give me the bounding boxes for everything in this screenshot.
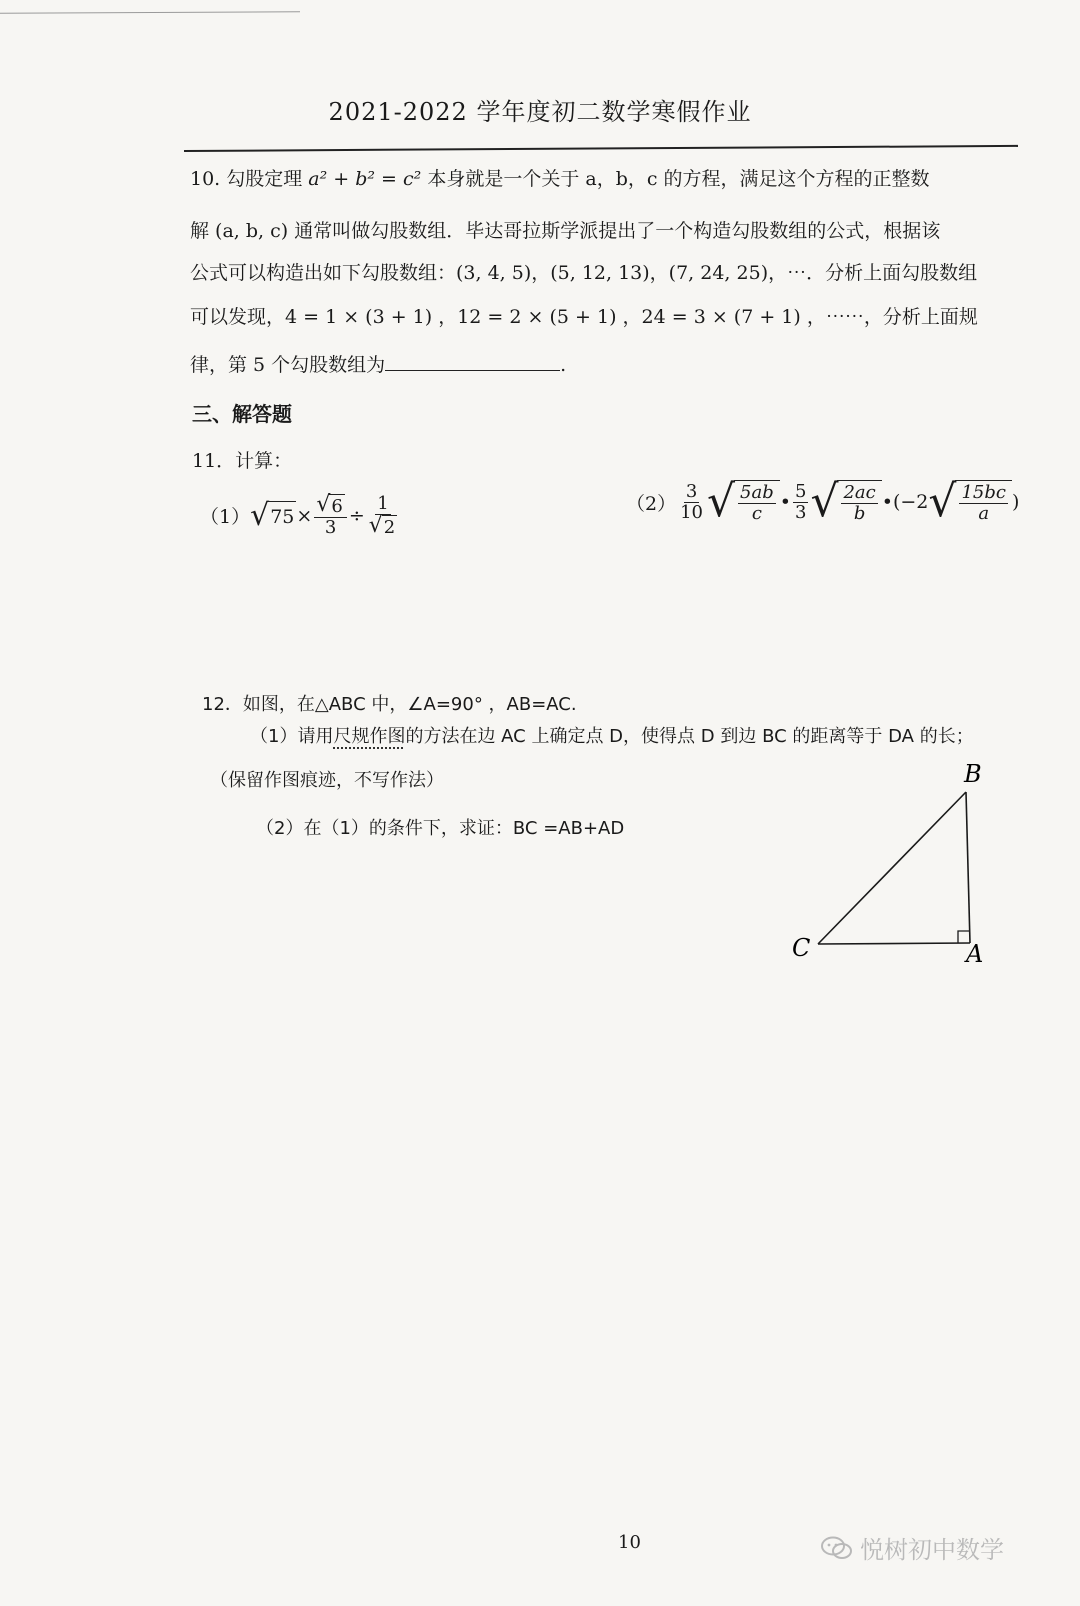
q11-part1: [200, 494, 401, 538]
scan-edge-mark: [0, 11, 300, 14]
times-sign: ×: [296, 504, 313, 527]
dot-operator-1: •: [779, 491, 791, 513]
answer-blank[interactable]: [385, 352, 560, 371]
side-ca: [818, 943, 970, 944]
divide-sign: ÷: [348, 504, 365, 527]
sqrt-2ac-over-b: √ $\frac{2ac}{b}$: [810, 480, 881, 524]
q12-part1-line2: （保留作图痕迹，不写作法）: [210, 770, 444, 791]
open-paren-neg2: (−2: [892, 491, 929, 513]
q10-equation: a² + b² = c²: [308, 168, 422, 190]
sqrt-75: √ 75: [250, 497, 295, 533]
fraction-root6-over-3: √ 6 3: [314, 494, 346, 538]
sqrt-5ab-over-c: √ $\frac{5ab}{c}$: [707, 480, 780, 524]
q11-part2: [626, 476, 1020, 527]
watermark-text: 悦树初中数学: [860, 1536, 1004, 1564]
q10-line-2: 解 (a, b, c) 通常叫做勾股数组．毕达哥拉斯学派提出了一个构造勾股数组的公式，根据该: [190, 220, 941, 242]
side-ab: [966, 792, 970, 943]
vertex-label-c: C: [792, 934, 811, 962]
triangle-figure: [780, 760, 1020, 980]
dot-operator-2: •: [881, 491, 893, 513]
q12-stem: 12．如图，在△ABC 中，∠A=90° ，AB=AC.: [202, 694, 577, 715]
q10-line-5: [190, 350, 566, 377]
sqrt-15bc-over-a: √ $\frac{15bc}{a}$: [928, 480, 1012, 524]
wechat-icon: [820, 1535, 854, 1561]
q12-part2: （2）在（1）的条件下，求证：BC =AB+AD: [256, 818, 625, 839]
q10-suffix: 本身就是一个关于 a，b，c 的方程，满足这个方程的正整数: [421, 168, 930, 190]
section-heading: 三、解答题: [192, 402, 292, 426]
emphasis-dots: 尺规作图: [333, 726, 406, 747]
header-rule: [184, 145, 1018, 152]
page-number: 10: [618, 1532, 641, 1553]
q12-part1-line1: （1）请用尺规作图的方法在边 AC 上确定点 D，使得点 D 到边 BC 的距离等于 DA 的长；: [250, 726, 974, 747]
vertex-label-b: B: [964, 760, 982, 788]
close-paren: ): [1011, 491, 1020, 513]
watermark: [820, 1530, 1004, 1565]
q10-line-5-prefix: 律，第 5 个勾股数组为: [190, 354, 386, 376]
coef-5-over-3: $\frac{5}{3}$: [794, 480, 807, 523]
q11-stem: 11．计算：: [192, 450, 293, 472]
q11-part1-label: （1）: [200, 506, 251, 529]
q10-line-4: 可以发现，4 = 1 × (3 + 1) ，12 = 2 × (5 + 1) ，24 = 3 × (7 + 1) ，⋯⋯，分析上面规: [190, 306, 978, 328]
page-title: 2021-2022 学年度初二数学寒假作业: [328, 98, 752, 126]
q11-part2-label: （2）: [626, 492, 677, 515]
vertex-label-a: A: [966, 940, 984, 968]
q10-line-1: [190, 164, 930, 191]
side-bc: [818, 792, 966, 944]
q10-prefix: 10. 勾股定理: [190, 168, 309, 190]
q10-line-5-suffix: .: [560, 354, 567, 376]
coef-3-over-10: $\frac{3}{10}$: [680, 480, 703, 523]
fraction-1-over-root2: 1 √ 2: [368, 493, 396, 538]
q10-line-3: 公式可以构造出如下勾股数组：(3, 4, 5)，(5, 12, 13)，(7, 24, 25)，⋯．分析上面勾股数组: [190, 262, 978, 284]
